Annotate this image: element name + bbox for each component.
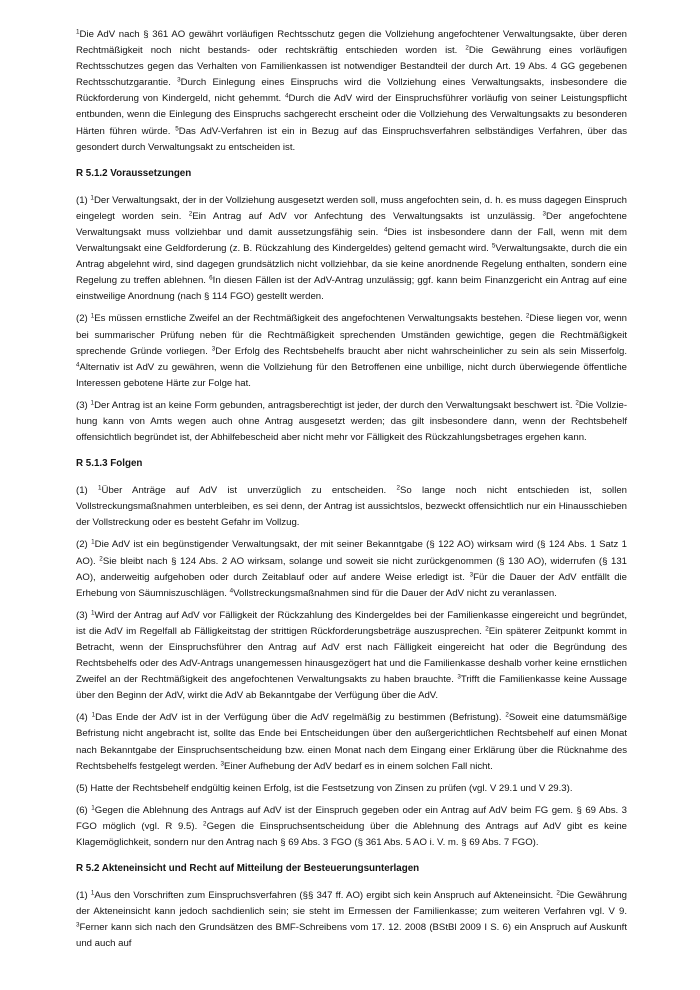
sentence-number: 3 (220, 760, 225, 768)
sentence-number: 2 (505, 711, 509, 719)
sentence-text: Der Antrag ist an keine Form gebunden, antragsberechtigt ist jeder, der durch den Verwaltungsakt beschwert ist. (94, 399, 576, 411)
sentence-number: 4 (229, 587, 234, 595)
sentence-text: Ein Antrag auf AdV vor Anfechtung des Verwaltungsakts ist unzulässig. (192, 210, 543, 222)
sentence-text: Die Vollziehung kann von Amts wegen auch ohne Antrag ausgesetzt werden; das gilt insbesondere dann, wenn der Rechtsbehelf offensichtlich begründet ist, der Abhilfebescheid aber nicht mehr vor Fälligkeit des Rückzahlungsbetrages ergehen kann. (76, 399, 628, 444)
sentence-number: 1 (90, 609, 95, 617)
paragraph (76, 27, 627, 156)
sentence-text: (3) (76, 609, 91, 621)
sentence-number: 2 (575, 399, 579, 407)
sentence-text: Verwaltungsakte, durch die ein Antrag abgelehnt wird, sind dagegen grundsätzlich nicht vollziehbar, da sie keine anordnende Regelung enthalten, sondern eine Regelung zu treffen ablehnen. (76, 243, 627, 287)
paragraph (76, 781, 627, 797)
sentence-number: 2 (99, 554, 103, 562)
sentence-number: 1 (76, 28, 80, 36)
sentence-text: Der angefochtene Verwaltungsakt muss vollziehbar und damit aussetzungsfähig sein. (76, 210, 628, 238)
sentence-number: 3 (211, 345, 216, 352)
sentence-number: 1 (90, 312, 95, 320)
paragraph (76, 803, 627, 851)
sentence-text: (4) (76, 712, 92, 724)
sentence-number: 1 (91, 804, 95, 812)
sentence-text: So lange noch nicht entschieden ist, sollen Vollstreckungsmaßnahmen unterbleiben, es sei denn, der Antrag ist aussichtslos, bezweckt offensichtlich nur ein Hinausschieben der Vollstreckung oder es besteht Gefahr im Vollzug. (76, 485, 627, 529)
sentence-number: 1 (98, 484, 102, 492)
sentence-number: 4 (76, 361, 80, 369)
sentence-text: Vollstreckungsmaßnahmen sind für die Dauer der AdV nicht zu veranlassen. (233, 587, 557, 599)
sentence-text: Die AdV ist ein begünstigender Verwaltungsakt, der mit seiner Bekanntgabe (§ 122 AO) wirksam wird (§ 124 Abs. 1 Satz 1 AO). (76, 539, 628, 567)
sentence-text: Die Gewährung eines vorläufigen Rechtsschutzes gegen das Verhalten von Familienkassen ist notwendiger Bestandteil der durch Art. 19 Abs. 4 GG gegebenen Rechtsschutzgarantie. (76, 45, 627, 89)
sentence-number: 4 (285, 92, 289, 100)
sentence-text: In diesen Fällen ist der AdV-Antrag unzulässig; ggf. kann beim Finanzgericht ein Antrag auf eine einstweilige Anordnung (nach § 114 FGO) gestellt werden. (76, 275, 627, 303)
section-heading: R 5.2 Akteneinsicht und Recht auf Mitteilung der Besteuerungsunterlagen (76, 863, 420, 875)
document-page (76, 27, 627, 959)
sentence-number: 3 (542, 210, 547, 218)
paragraph (76, 311, 627, 391)
sentence-text: Die Gewährung der Akteneinsicht kann jedoch sachdienlich sein; sie steht im Ermessen der Familienkasse; zum weiteren Verfahren vgl. V 9. (76, 890, 627, 918)
sentence-text: Ein späterer Zeitpunkt kommt in Betracht, wenn der Einspruchsführer den Antrag auf AdV erst nach Fälligkeit eingereicht hat oder die Begründung des Rechtsbehelfs oder des AdV-Antrags unangemessen hinausgezögert hat und die Familienkasse deshalb vorher keine ernstlichen Zweifel an der Rechtmäßigkeit des angefochtenen Verwaltungsakts zu haben brauchte. (76, 625, 627, 686)
sentence-number: 3 (457, 673, 461, 681)
sentence-text: (1) (76, 890, 91, 902)
sentence-text: Aus den Vorschriften zum Einspruchsverfahren (§§ 347 ff. AO) ergibt sich kein Anspruch auf Akteneinsicht. (94, 890, 557, 902)
sentence-text: Diese liegen vor, wenn bei summarischer Prüfung neben für die Rechtmäßigkeit sprechenden Umständen gewichtige, gegen die Rechtmäßigkeit sprechende Gründe vorliegen. (76, 313, 627, 357)
sentence-text: Es müssen ernstliche Zweifel an der Rechtmäßigkeit des angefochtenen Verwaltungsakts bestehen. (94, 313, 526, 325)
sentence-number: 2 (556, 889, 560, 897)
section-heading: R 5.1.3 Folgen (76, 458, 143, 470)
sentence-text: (1) (76, 194, 91, 206)
sentence-text: Das AdV-Verfahren ist ein in Bezug auf das Einspruchsverfahren selbständiges Verfahren, über das gesondert durch Verwaltungsakt zu entscheiden ist. (76, 125, 627, 153)
sentence-number: 5 (175, 124, 179, 132)
sentence-number: 5 (491, 242, 496, 250)
sentence-text: Der Erfolg des Rechtsbehelfs braucht aber nicht wahrscheinlicher zu sein als sein Misserfolg. (215, 345, 627, 357)
sentence-text: Durch die AdV wird der Einspruchsführer vorläufig von seiner Leistungspflicht entbunden, wenn die Einlegung des Einspruchs sachgerecht erscheint oder die Vollziehung des Verwaltungsakts zu besonderen Härten führen würde. (76, 93, 627, 137)
sentence-number: 2 (203, 820, 207, 828)
sentence-number: 1 (91, 538, 95, 546)
sentence-text: (3) (76, 399, 91, 411)
sentence-number: 2 (188, 210, 193, 218)
sentence-text: Trifft die Familienkasse keine Aussage über den Beginn der AdV, wirkt die AdV ab Bekanntgabe der Verfügung über die AdV. (76, 674, 627, 702)
sentence-text: Durch Einlegung eines Einspruchs wird die Vollziehung eines Verwaltungsakts, insbesondere die Rückforderung von Kindergeld, nicht gehemmt. (76, 77, 627, 105)
sentence-text: Die AdV nach § 361 AO gewährt vorläufigen Rechtsschutz gegen die Vollziehung angefochtener Verwaltungsakte, über deren Rechtmäßigkeit noch nicht bestands- oder rechtskräftig entschieden worden ist. (76, 29, 627, 57)
sentence-text: Soweit eine datumsmäßige Befristung nicht angebracht ist, sollte das Ende bei Entscheidungen über den außergerichtlichen Rechtsbehelf auf einen Monat nach Bekanntgabe der Einspruchsentscheidung bzw. einen Monat nach dem Eingang einer Erklärung über die Rücknahme des Rechtsbehelfs festgelegt werden. (76, 712, 627, 772)
sentence-text: Wird der Antrag auf AdV vor Fälligkeit der Rückzahlung des Kindergeldes bei der Familienkasse eingereicht und begründet, ist die AdV im Regelfall ab Fälligkeitstag der strittigen Rückforderungsbeträge auszusprechen. (76, 609, 627, 637)
sentence-number: 3 (469, 571, 474, 579)
sentence-number: 2 (485, 625, 489, 633)
paragraph (76, 888, 627, 952)
sentence-number: 4 (383, 226, 388, 234)
sentence-number: 1 (90, 889, 95, 897)
sentence-text: Dies ist insbesondere dann der Fall, wenn mit dem Verwaltungsakt eine Geldforderung (z. B. Rückzahlung des Kindergeldes) geltend gemacht wird. (76, 226, 628, 255)
sentence-text: Sie bleibt nach § 124 Abs. 2 AO wirksam, solange und soweit sie nicht zurückgenommen (§ 130 AO), widerrufen (§ 131 AO), anderweitig aufgehoben oder durch Zeitablauf oder auf andere Weise erledigt ist. (76, 555, 627, 583)
sentence-text: (2) (76, 313, 91, 325)
sentence-text: Über Anträge auf AdV ist unverzüglich zu entscheiden. (101, 485, 397, 497)
sentence-number: 2 (525, 312, 530, 320)
sentence-text: Der Verwaltungsakt, der in der Vollziehung ausgesetzt werden soll, muss angefochten sein, d. h. es muss dagegen Einspruch eingelegt worden sein. (76, 194, 628, 222)
sentence-number: 1 (90, 194, 94, 202)
sentence-number: 2 (396, 484, 401, 492)
sentence-number: 3 (76, 921, 80, 929)
sentence-text: Das Ende der AdV ist in der Verfügung über die AdV regelmäßig zu bestimmen (Befristung). (95, 712, 506, 724)
sentence-text: (5) Hatte der Rechtsbehelf endgültig keinen Erfolg, ist die Festsetzung von Zinsen zu prüfen (vgl. V 29.1 und V 29.3). (76, 782, 573, 794)
sentence-text: Einer Aufhebung der AdV bedarf es in einem solchen Fall nicht. (224, 760, 493, 772)
sentence-text: Ferner kann sich nach den Grundsätzen des BMF-Schreibens vom 17. 12. 2008 (BStBl 2009 I S. 6) ein Anspruch auf Auskunft und auch auf (76, 922, 627, 950)
paragraph (76, 537, 627, 601)
paragraph (76, 398, 627, 446)
paragraph (76, 193, 627, 306)
sentence-text: Für die Dauer der AdV entfällt die Erhebung von Säumniszuschlägen. (76, 571, 628, 599)
paragraph (76, 710, 627, 774)
section-heading: R 5.1.2 Voraussetzungen (76, 167, 192, 179)
sentence-text: Alternativ ist AdV zu gewähren, wenn die Vollziehung für den Betroffenen eine unbillige, nicht durch überwiegende öffentliche Interessen gebotene Härte zur Folge hat. (76, 361, 627, 389)
sentence-text: Gegen die Ablehnung des Antrags auf AdV ist der Einspruch gegeben oder ein Antrag auf AdV beim FG gem. § 69 Abs. 3 FGO möglich (vgl. R 9.5). (76, 804, 627, 832)
sentence-number: 2 (465, 44, 469, 52)
sentence-text: (6) (76, 804, 92, 816)
sentence-text: (1) (76, 485, 98, 497)
sentence-number: 1 (90, 399, 95, 407)
sentence-text: (2) (76, 539, 92, 551)
sentence-text: Gegen die Einspruchsentscheidung über die Ablehnung des Antrags auf AdV gibt es keine Klagemöglichkeit, sondern nur den Antrag nach § 69 Abs. 3 FGO (§ 361 Abs. 5 AO i. V. m. § 69 Abs. 7 FGO). (76, 820, 627, 849)
sentence-number: 6 (209, 274, 213, 282)
sentence-number: 3 (177, 76, 181, 84)
sentence-number: 1 (91, 711, 96, 719)
paragraph (76, 483, 627, 531)
paragraph (76, 608, 627, 705)
